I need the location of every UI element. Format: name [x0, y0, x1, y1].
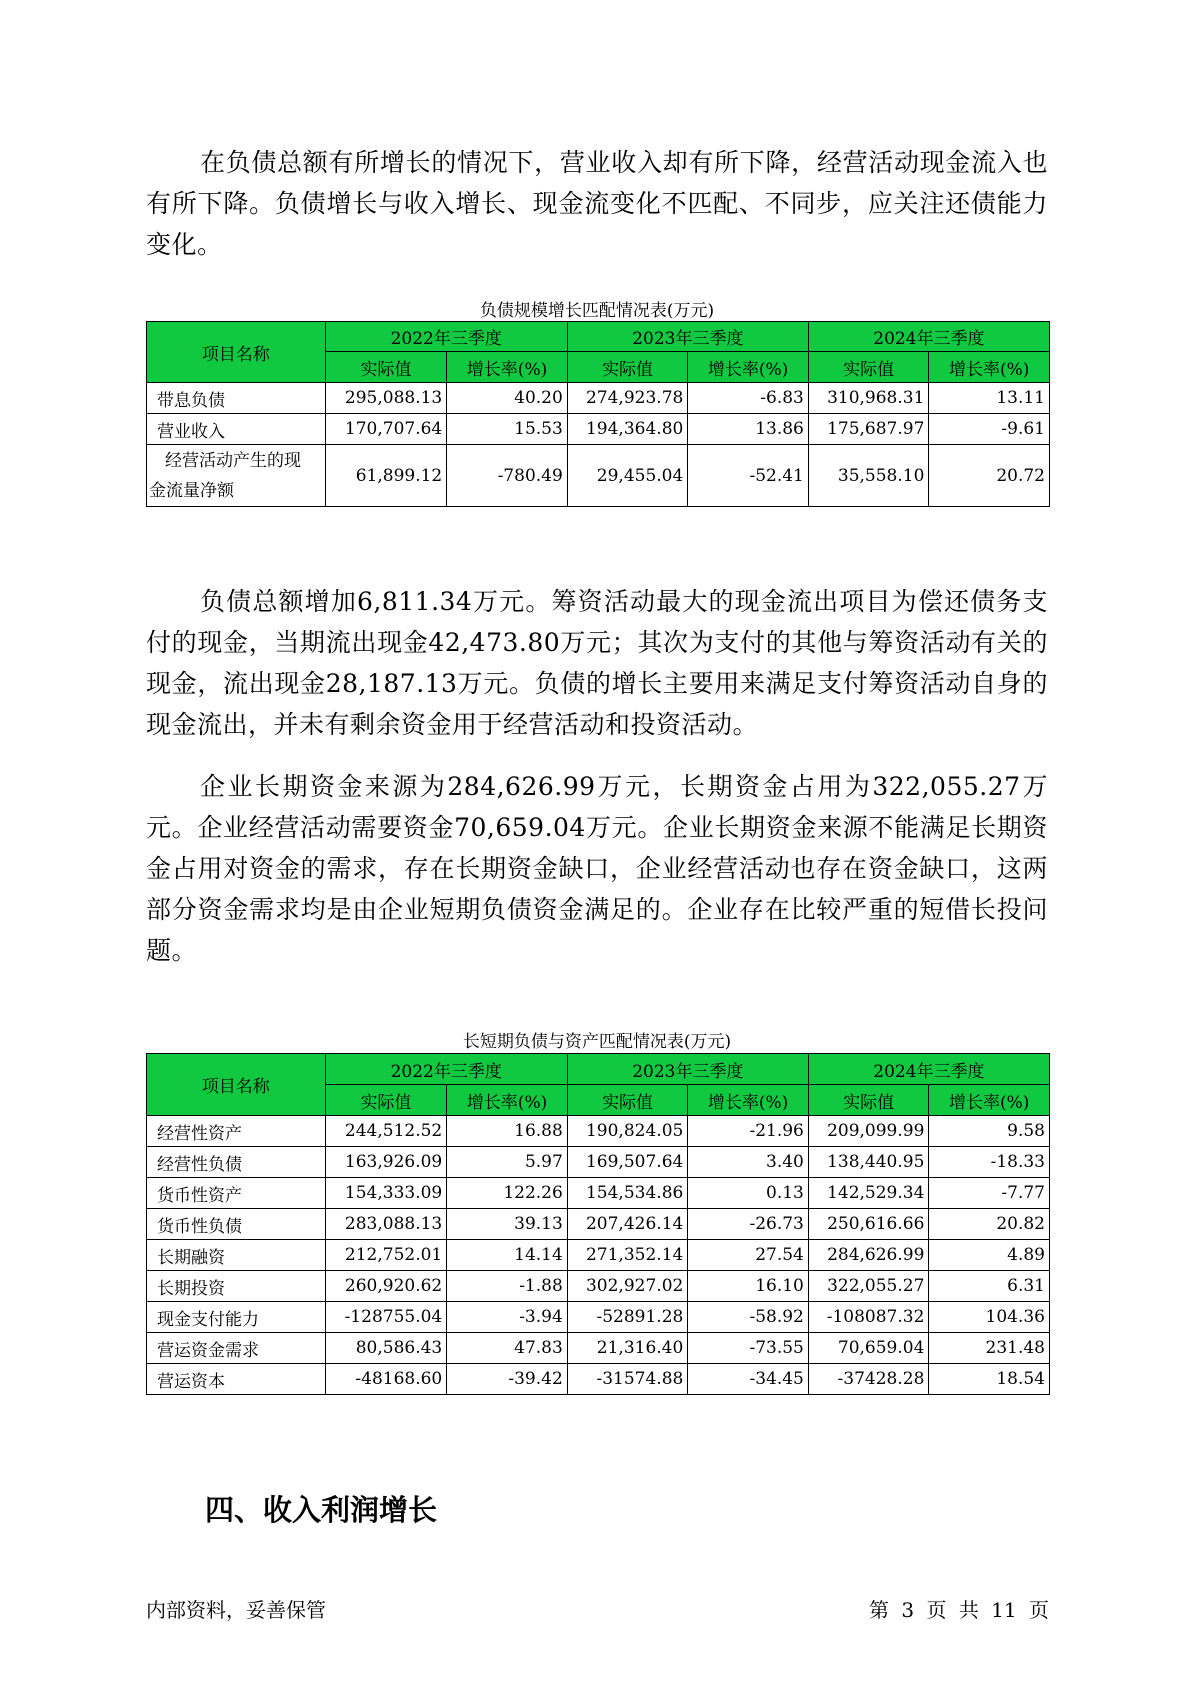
- cell-value: 21,316.40: [567, 1333, 688, 1364]
- header-period-2023: 2023年三季度: [567, 1054, 808, 1085]
- row-name: 经营性负债: [147, 1147, 326, 1178]
- cell-value: 40.20: [447, 383, 568, 414]
- cell-value: 3.40: [688, 1147, 809, 1178]
- row-name: 营业收入: [147, 414, 326, 445]
- cell-value: 9.58: [929, 1116, 1050, 1147]
- row-name: 货币性负债: [147, 1209, 326, 1240]
- footer-confidential-note: 内部资料，妥善保管: [146, 1598, 326, 1622]
- cell-value: 322,055.27: [808, 1271, 929, 1302]
- cell-value: 170,707.64: [325, 414, 447, 445]
- cell-value: -52891.28: [567, 1302, 688, 1333]
- cell-value: -780.49: [447, 445, 568, 507]
- cell-value: 13.11: [929, 383, 1050, 414]
- cell-value: -6.83: [688, 383, 809, 414]
- header-item-name: 项目名称: [147, 322, 326, 383]
- header-period-2022: 2022年三季度: [325, 1054, 567, 1085]
- cell-value: 212,752.01: [325, 1240, 447, 1271]
- table-row: [147, 1209, 1050, 1240]
- cell-value: 0.13: [688, 1178, 809, 1209]
- header-growth: 增长率(%): [447, 352, 568, 383]
- row-name: 带息负债: [147, 383, 326, 414]
- table-row: [147, 383, 1050, 414]
- cell-value: -34.45: [688, 1364, 809, 1395]
- row-name-line1: 经营活动产生的现: [165, 450, 301, 471]
- cell-value: 231.48: [929, 1333, 1050, 1364]
- row-name: 经营性资产: [147, 1116, 326, 1147]
- cell-value: 190,824.05: [567, 1116, 688, 1147]
- header-growth: 增长率(%): [929, 1085, 1050, 1116]
- cell-value: -52.41: [688, 445, 809, 507]
- cell-value: 207,426.14: [567, 1209, 688, 1240]
- header-growth: 增长率(%): [447, 1085, 568, 1116]
- cell-value: -58.92: [688, 1302, 809, 1333]
- cell-value: 274,923.78: [567, 383, 688, 414]
- footer-page-number: 第 3 页 共 11 页: [869, 1598, 1049, 1622]
- cell-value: -39.42: [447, 1364, 568, 1395]
- cell-value: 175,687.97: [808, 414, 929, 445]
- header-item-name: 项目名称: [147, 1054, 326, 1116]
- cell-value: 310,968.31: [808, 383, 929, 414]
- header-period-2023: 2023年三季度: [567, 322, 808, 352]
- cell-value: 14.14: [447, 1240, 568, 1271]
- cell-value: -7.77: [929, 1178, 1050, 1209]
- cell-value: 295,088.13: [325, 383, 447, 414]
- cell-value: 29,455.04: [567, 445, 688, 507]
- table1-caption: 负债规模增长匹配情况表(万元): [479, 301, 715, 321]
- cell-value: -18.33: [929, 1147, 1050, 1178]
- cell-value: -1.88: [447, 1271, 568, 1302]
- paragraph-financing-cashflow: 负债总额增加6,811.34万元。筹资活动最大的现金流出项目为偿还债务支付的现金，当期流出现金42,473.80万元；其次为支付的其他与筹资活动有关的现金，流出现金28,187.13万元。负债的增长主要用来满足支付筹资活动自身的现金流出，并未有剩余资金用于经营活动和投资活动。: [146, 587, 1048, 739]
- cell-value: 20.72: [929, 445, 1050, 507]
- cell-value: 283,088.13: [325, 1209, 447, 1240]
- table-row: [147, 1302, 1050, 1333]
- cell-value: 20.82: [929, 1209, 1050, 1240]
- row-name: 长期融资: [147, 1240, 326, 1271]
- cell-value: 271,352.14: [567, 1240, 688, 1271]
- cell-value: 4.89: [929, 1240, 1050, 1271]
- header-actual: 实际值: [567, 352, 688, 383]
- cell-value: -73.55: [688, 1333, 809, 1364]
- cell-value: 39.13: [447, 1209, 568, 1240]
- header-period-2024: 2024年三季度: [808, 322, 1049, 352]
- cell-value: 70,659.04: [808, 1333, 929, 1364]
- cell-value: -26.73: [688, 1209, 809, 1240]
- table-row: [147, 1116, 1050, 1147]
- cell-value: 284,626.99: [808, 1240, 929, 1271]
- cell-value: -128755.04: [325, 1302, 447, 1333]
- cell-value: -3.94: [447, 1302, 568, 1333]
- row-name: 长期投资: [147, 1271, 326, 1302]
- table-row: [147, 1147, 1050, 1178]
- table-row: [147, 1333, 1050, 1364]
- cell-value: -108087.32: [808, 1302, 929, 1333]
- cell-value: 27.54: [688, 1240, 809, 1271]
- row-name: 营运资金需求: [147, 1333, 326, 1364]
- header-period-2022: 2022年三季度: [325, 322, 567, 352]
- table-row: [147, 1271, 1050, 1302]
- cell-value: -48168.60: [325, 1364, 447, 1395]
- cell-value: 16.88: [447, 1116, 568, 1147]
- header-actual: 实际值: [325, 352, 447, 383]
- debt-asset-matching-table: [146, 1053, 1050, 1395]
- header-period-2024: 2024年三季度: [808, 1054, 1049, 1085]
- header-actual: 实际值: [808, 352, 929, 383]
- row-name: 现金支付能力: [147, 1302, 326, 1333]
- cell-value: 154,534.86: [567, 1178, 688, 1209]
- row-name: 营运资本: [147, 1364, 326, 1395]
- cell-value: -9.61: [929, 414, 1050, 445]
- cell-value: 6.31: [929, 1271, 1050, 1302]
- cell-value: 16.10: [688, 1271, 809, 1302]
- cell-value: 80,586.43: [325, 1333, 447, 1364]
- row-name-line2: 金流量净额: [149, 480, 234, 501]
- table-row: [147, 1364, 1050, 1395]
- cell-value: 142,529.34: [808, 1178, 929, 1209]
- table-row: [147, 1240, 1050, 1271]
- cell-value: 163,926.09: [325, 1147, 447, 1178]
- cell-value: 15.53: [447, 414, 568, 445]
- paragraph-debt-revenue-mismatch: 在负债总额有所增长的情况下，营业收入却有所下降，经营活动现金流入也有所下降。负债增长与收入增长、现金流变化不匹配、不同步，应关注还债能力变化。: [146, 148, 1048, 259]
- cell-value: 250,616.66: [808, 1209, 929, 1240]
- cell-value: 5.97: [447, 1147, 568, 1178]
- cell-value: 194,364.80: [567, 414, 688, 445]
- paragraph-long-term-funding: 企业长期资金来源为284,626.99万元，长期资金占用为322,055.27万元。企业经营活动需要资金70,659.04万元。企业长期资金来源不能满足长期资金占用对资金的需求，存在长期资金缺口，企业经营活动也存在资金缺口，这两部分资金需求均是由企业短期负债资金满足的。企业存在比较严重的短借长投问题。: [146, 772, 1048, 965]
- cell-value: 13.86: [688, 414, 809, 445]
- cell-value: 138,440.95: [808, 1147, 929, 1178]
- section-heading: 四、收入利润增长: [205, 1493, 438, 1527]
- cell-value: 209,099.99: [808, 1116, 929, 1147]
- cell-value: -37428.28: [808, 1364, 929, 1395]
- debt-scale-growth-table: [146, 321, 1050, 507]
- header-growth: 增长率(%): [688, 352, 809, 383]
- cell-value: 18.54: [929, 1364, 1050, 1395]
- header-actual: 实际值: [567, 1085, 688, 1116]
- table2-caption: 长短期负债与资产匹配情况表(万元): [462, 1032, 732, 1052]
- cell-value: 244,512.52: [325, 1116, 447, 1147]
- cell-value: -31574.88: [567, 1364, 688, 1395]
- cell-value: 169,507.64: [567, 1147, 688, 1178]
- cell-value: 122.26: [447, 1178, 568, 1209]
- cell-value: 302,927.02: [567, 1271, 688, 1302]
- cell-value: 260,920.62: [325, 1271, 447, 1302]
- header-actual: 实际值: [808, 1085, 929, 1116]
- cell-value: 61,899.12: [325, 445, 447, 507]
- header-actual: 实际值: [325, 1085, 447, 1116]
- cell-value: 154,333.09: [325, 1178, 447, 1209]
- cell-value: 35,558.10: [808, 445, 929, 507]
- row-name: 货币性资产: [147, 1178, 326, 1209]
- header-growth: 增长率(%): [929, 352, 1050, 383]
- cell-value: 104.36: [929, 1302, 1050, 1333]
- row-name: [147, 445, 326, 507]
- table-row: [147, 445, 1050, 507]
- cell-value: 47.83: [447, 1333, 568, 1364]
- cell-value: -21.96: [688, 1116, 809, 1147]
- table-row: [147, 414, 1050, 445]
- table-row: [147, 1178, 1050, 1209]
- header-growth: 增长率(%): [688, 1085, 809, 1116]
